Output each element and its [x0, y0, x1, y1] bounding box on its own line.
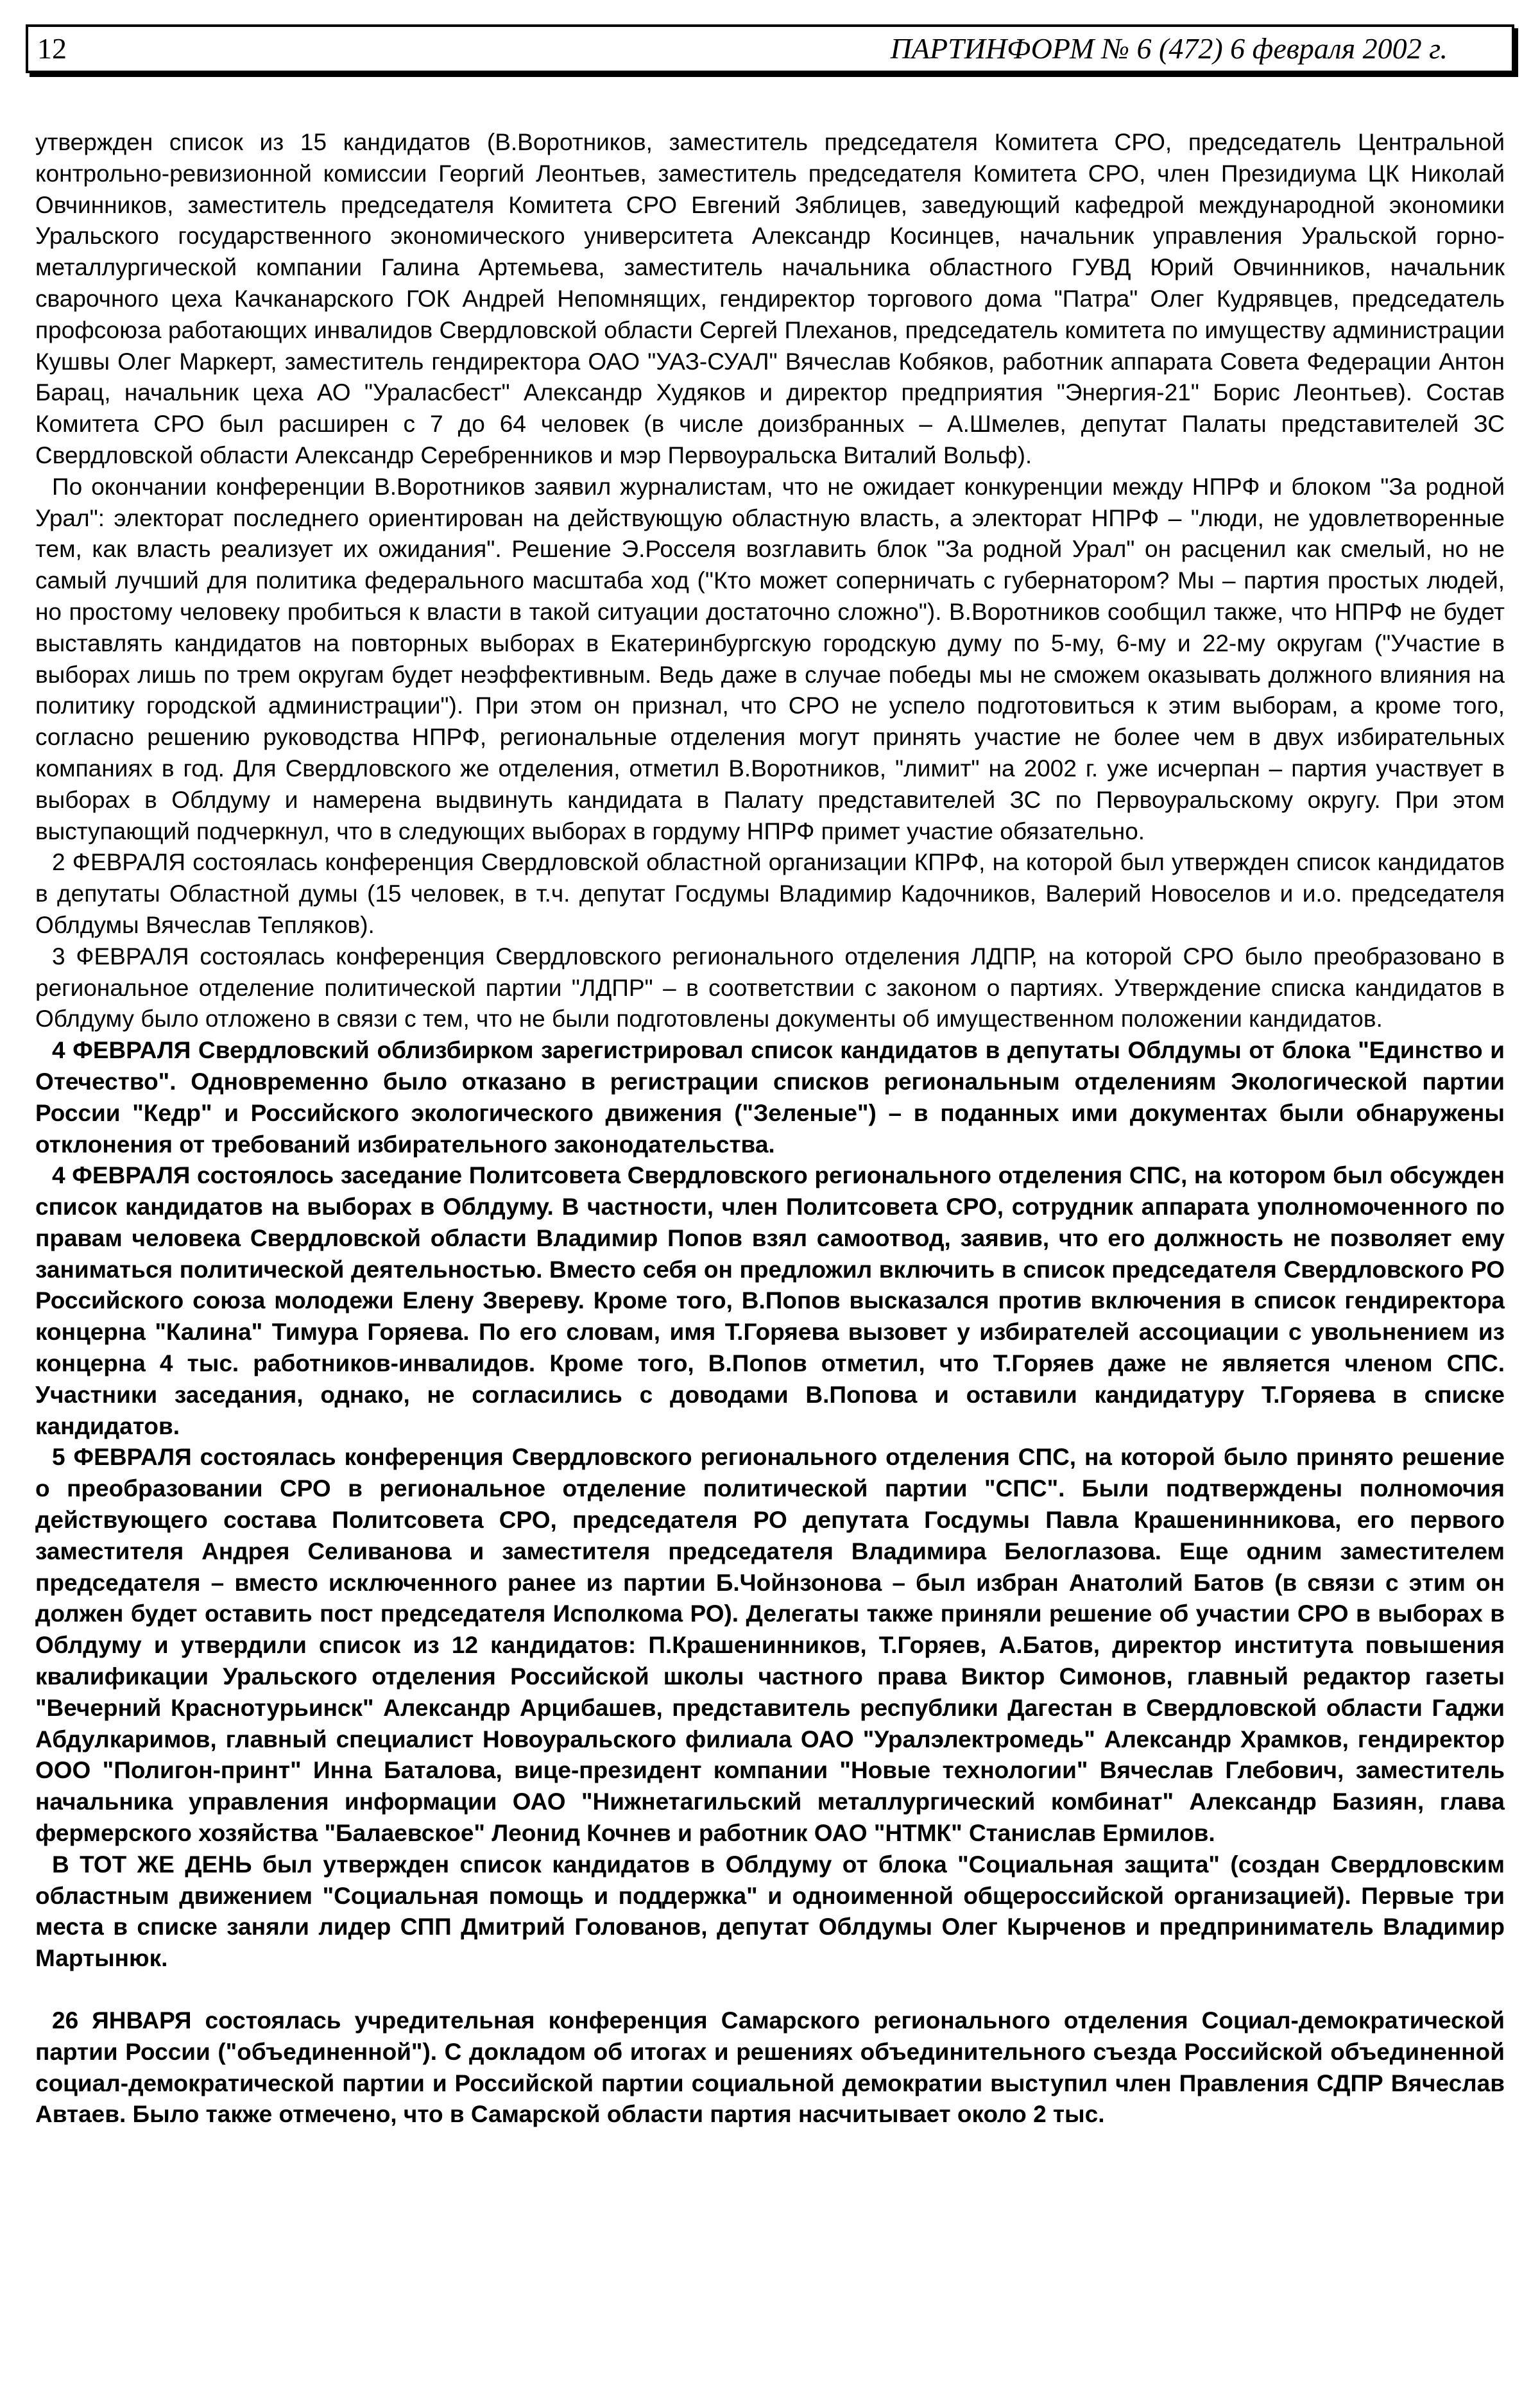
paragraph-feb5-sps-conference: 5 ФЕВРАЛЯ состоялась конференция Свердловского регионального отделения СПС, на которой было принято решение о преобразовании СРО в региональное отделение политической партии "СПС". Были подтверждены полномочия действующего состава Политсовета СРО, председателя РО депутата Госдумы Павла Крашенинникова, его первого заместителя Андрея Селиванова и заместителя председателя Владимира Белоглазова. Еще одним заместителем председателя – вместо исключенного ранее из партии Б.Чойнзонова – был избран Анатолий Батов (в связи с этим он должен будет оставить пост председателя Исполкома РО). Делегаты также приняли решение об участии СРО в выборах в Облдуму и утвердили список из 12 кандидатов: П.Крашенинников, Т.Горяев, А.Батов, директор института повышения квалификации Уральского отделения Российской школы частного права Виктор Симонов, главный редактор газеты "Вечерний Краснотурьинск" Александр Арцибашев, представитель республики Дагестан в Свердловской области Гаджи Абдулкаримов, главный специалист Новоуральского филиала ОАО "Уралэлектромедь" Александр Храмков, гендиректор ООО "Полигон-принт" Инна Баталова, вице-президент компании "Новые технологии" Вячеслав Глебович, заместитель начальника управления информации ОАО "Нижнетагильский металлургический комбинат" Александр Базиян, глава фермерского хозяйства "Балаевское" Леонид Кочнев и работник ОАО "НТМК" Станислав Ермилов. — [35, 1444, 1505, 1847]
article-body — [35, 127, 1505, 2130]
paragraph-feb4-sps-politsovet: 4 ФЕВРАЛЯ состоялось заседание Политсовета Свердловского регионального отделения СПС, на котором был обсужден список кандидатов на выборах в Облдуму. В частности, член Политсовета СРО, сотрудник аппарата уполномоченного по правам человека Свердловской области Владимир Попов взял самоотвод, заявив, что его должность не позволяет ему заниматься политической деятельностью. Вместо себя он предложил включить в список председателя Свердловского РО Российского союза молодежи Елену Звереву. Кроме того, В.Попов высказался против включения в список гендиректора концерна "Калина" Тимура Горяева. По его словам, имя Т.Горяева вызовет у избирателей ассоциации с увольнением из концерна 4 тыс. работников-инвалидов. Кроме того, В.Попов отметил, что Т.Горяев даже не является членом СПС. Участники заседания, однако, не согласились с доводами В.Попова и оставили кандидатуру Т.Горяева в списке кандидатов. — [35, 1162, 1505, 1439]
paragraph-candidates-list: утвержден список из 15 кандидатов (В.Воротников, заместитель председателя Комитета СРО, председатель Центральной контрольно-ревизионной комиссии Георгий Леонтьев, заместитель председателя Комитета СРО, член Президиума ЦК Николай Овчинников, заместитель председателя Комитета СРО Евгений Зяблицев, заведующий кафедрой международной экономики Уральского государственного экономического университета Александр Косинцев, начальник управления Уральской горно-металлургической компании Галина Артемьева, заместитель начальника областного ГУВД Юрий Овчинников, начальник сварочного цеха Качканарского ГОК Андрей Непомнящих, гендиректор торгового дома "Патра" Олег Кудрявцев, председатель профсоюза работающих инвалидов Свердловской области Сергей Плеханов, председатель комитета по имуществу администрации Кушвы Олег Маркерт, заместитель гендиректора ОАО "УАЗ-СУАЛ" Вячеслав Кобяков, работник аппарата Совета Федерации Антон Барац, начальник цеха АО "Ураласбест" Александр Худяков и директор предприятия "Энергия-21" Борис Леонтьев). Состав Комитета СРО был расширен с 7 до 64 человек (в числе доизбранных – А.Шмелев, депутат Палаты представителей ЗС Свердловской области Александр Серебренников и мэр Первоуральска Виталий Вольф). — [35, 129, 1505, 468]
paragraph-feb2-kprf: 2 ФЕВРАЛЯ состоялась конференция Свердловской областной организации КПРФ, на которой был утвержден список кандидатов в депутаты Областной думы (15 человек, в т.ч. депутат Госдумы Владимир Кадочников, Валерий Новоселов и и.о. председателя Облдумы Вячеслав Тепляков). — [35, 849, 1505, 938]
paragraph-feb3-ldpr: 3 ФЕВРАЛЯ состоялась конференция Свердловского регионального отделения ЛДПР, на которой СРО было преобразовано в региональное отделение политической партии "ЛДПР" – в соответствии с законом о партиях. Утверждение списка кандидатов в Облдуму было отложено в связи с тем, что не были подготовлены документы об имущественном положении кандидатов. — [35, 943, 1505, 1032]
paragraph-vorotnikov-statement: По окончании конференции В.Воротников заявил журналистам, что не ожидает конкуренции между НПРФ и блоком "За родной Урал": электорат последнего ориентирован на действующую областную власть, а электорат НПРФ – "люди, не удовлетворенные тем, как власть реализует их ожидания". Решение Э.Росселя возглавить блок "За родной Урал" он расценил как смелый, но не самый лучший для политика федерального масштаба ход ("Кто может соперничать с губернатором? Мы – партия простых людей, но простому человеку пробиться к власти в такой ситуации достаточно сложно"). В.Воротников сообщил также, что НПРФ не будет выставлять кандидатов на повторных выборах в Екатеринбургскую городскую думу по 5-му, 6-му и 22-му округам ("Участие в выборах лишь по трем округам будет неэффективным. Ведь даже в случае победы мы не сможем оказывать должного влияния на политику городской администрации"). При этом он признал, что СРО не успело подготовиться к этим выборам, а кроме того, согласно решению руководства НПРФ, региональные отделения могут принять участие не более чем в двух избирательных компаниях в год. Для Свердловского же отделения, отметил В.Воротников, "лимит" на 2002 г. уже исчерпан – партия участвует в выборах в Облдуму и намерена выдвинуть кандидата в Палату представителей ЗС по Первоуральскому округу. При этом выступающий подчеркнул, что в следующих выборах в гордуму НПРФ примет участие обязательно. — [35, 473, 1505, 844]
paragraph-feb4-izbirkom: 4 ФЕВРАЛЯ Свердловский облизбирком зарегистрировал список кандидатов в депутаты Облдумы от блока "Единство и Отечество". Одновременно было отказано в регистрации списков региональным отделениям Экологической партии России "Кедр" и Российского экологического движения ("Зеленые") – в поданных ими документах были обнаружены отклонения от требований избирательного законодательства. — [35, 1037, 1505, 1158]
page-header — [26, 24, 1514, 73]
publication-title: ПАРТИНФОРМ № 6 (472) 6 февраля 2002 г. — [890, 32, 1448, 65]
paragraph-jan26-samara-sdpr: 26 ЯНВАРЯ состоялась учредительная конференция Самарского регионального отделения Социал-демократической партии России ("объединенной"). С докладом об итогах и решениях объединительного съезда Российской объединенной социал-демократической партии и Российской партии социальной демократии выступил член Правления СДПР Вячеслав Автаев. Было также отмечено, что в Самарской области партия насчитывает около 2 тыс. — [35, 2007, 1505, 2128]
page-number: 12 — [37, 32, 67, 65]
paragraph-social-protection-bloc: В ТОТ ЖЕ ДЕНЬ был утвержден список кандидатов в Облдуму от блока "Социальная защита" (создан Свердловским областным движением "Социальная помощь и поддержка" и одноименной общероссийской организацией). Первые три места в списке заняли лидер СПП Дмитрий Голованов, депутат Облдумы Олег Кырченов и предприниматель Владимир Мартынюк. — [35, 1851, 1505, 1972]
